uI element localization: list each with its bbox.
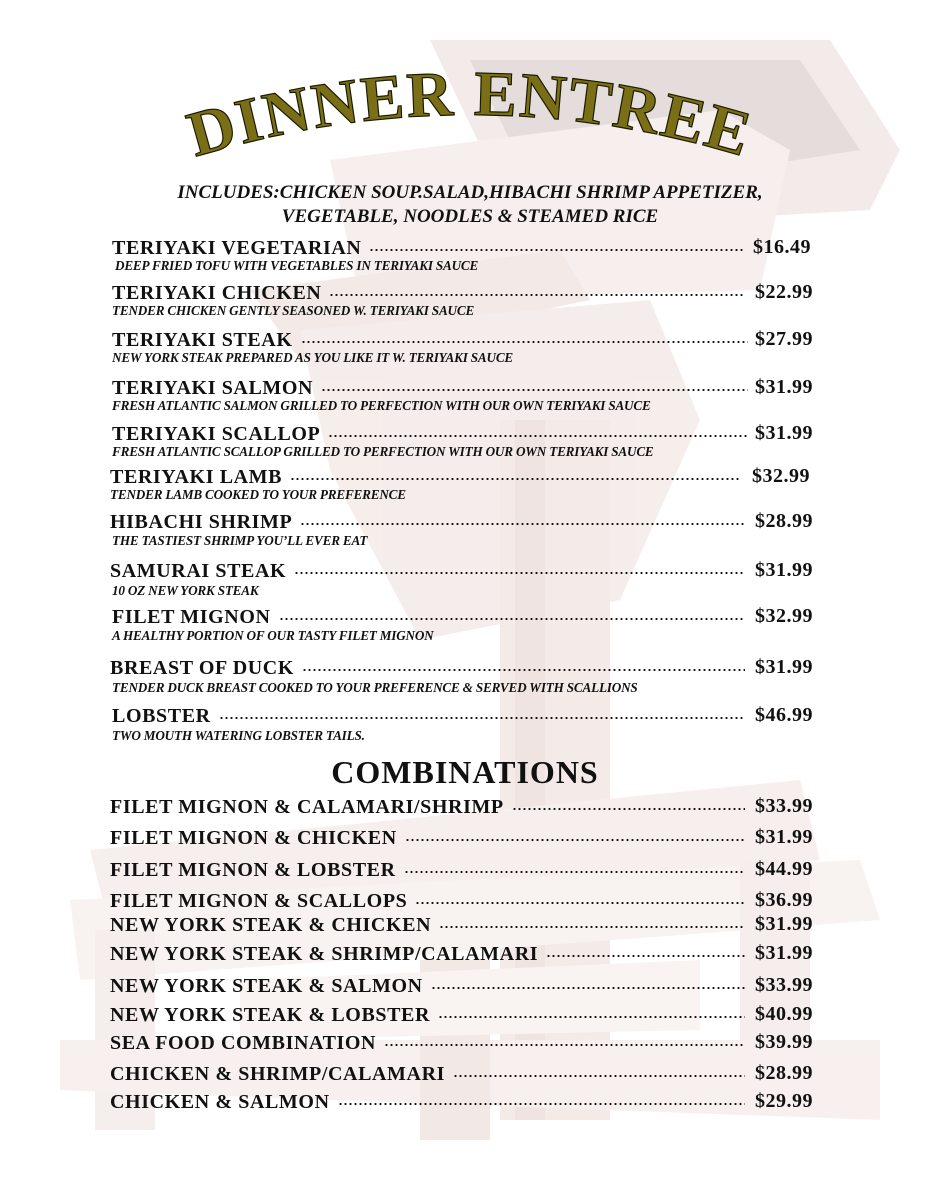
combination-item-price: $40.99 xyxy=(755,1003,813,1025)
dot-leader xyxy=(453,1075,745,1077)
combination-item-price: $33.99 xyxy=(755,974,813,996)
entree-item-description: A HEALTHY PORTION OF OUR TASTY FILET MIGNON xyxy=(112,628,434,643)
combination-item-price: $31.99 xyxy=(755,913,813,935)
includes-line-1: INCLUDES:CHICKEN SOUP.SALAD,HIBACHI SHRIMP APPETIZER, xyxy=(177,182,763,203)
dot-leader xyxy=(415,902,745,904)
includes-line-2: VEGETABLE, NOODLES & STEAMED RICE xyxy=(281,206,659,227)
menu-title-text: DINNER ENTREE xyxy=(179,70,761,171)
combination-item-price: $29.99 xyxy=(755,1090,813,1112)
combination-item-name: CHICKEN & SALMON xyxy=(110,1090,330,1113)
entree-item-line xyxy=(110,509,745,535)
entree-item-price: $16.49 xyxy=(753,236,811,258)
dot-leader xyxy=(279,618,745,620)
entree-item-price: $22.99 xyxy=(755,281,813,303)
combination-item-line xyxy=(110,825,745,851)
combination-item-price: $31.99 xyxy=(755,942,813,964)
combination-item-line xyxy=(110,888,745,914)
combination-item-price: $28.99 xyxy=(755,1062,813,1084)
entree-item-name: TERIYAKI CHICKEN xyxy=(112,281,322,304)
combination-item-line xyxy=(110,973,745,999)
dot-leader xyxy=(300,523,745,525)
dot-leader xyxy=(405,839,745,841)
combination-item-name: NEW YORK STEAK & SHRIMP/CALAMARI xyxy=(110,942,539,965)
dot-leader xyxy=(294,572,745,574)
entree-item-price: $32.99 xyxy=(752,465,810,487)
entree-item-price: $31.99 xyxy=(755,376,813,398)
dot-leader xyxy=(329,294,745,296)
dot-leader xyxy=(512,808,745,810)
entree-item-price: $32.99 xyxy=(755,605,813,627)
entree-item-line xyxy=(112,703,745,729)
combination-item-name: NEW YORK STEAK & LOBSTER xyxy=(110,1003,431,1026)
entree-item-description: TENDER CHICKEN GENTLY SEASONED W. TERIYAKI SAUCE xyxy=(112,303,475,318)
combination-item-name: FILET MIGNON & CALAMARI/SHRIMP xyxy=(110,795,504,818)
entree-item-description: FRESH ATLANTIC SCALLOP GRILLED TO PERFECTION WITH OUR OWN TERIYAKI SAUCE xyxy=(112,444,654,459)
dot-leader xyxy=(404,871,745,873)
dot-leader xyxy=(439,926,745,928)
entree-item-name: TERIYAKI SCALLOP xyxy=(112,422,321,445)
dot-leader xyxy=(384,1044,745,1046)
dot-leader xyxy=(369,249,745,251)
entree-item-price: $31.99 xyxy=(755,656,813,678)
combination-item-price: $36.99 xyxy=(755,889,813,911)
dot-leader xyxy=(302,669,745,671)
combination-item-name: FILET MIGNON & LOBSTER xyxy=(110,858,396,881)
entree-item-name: FILET MIGNON xyxy=(112,605,271,628)
dot-leader xyxy=(328,435,748,437)
combination-item-name: FILET MIGNON & CHICKEN xyxy=(110,826,397,849)
combination-item-line xyxy=(110,1089,745,1115)
entree-item-name: BREAST OF DUCK xyxy=(110,656,294,679)
entree-item-name: TERIYAKI SALMON xyxy=(112,376,314,399)
entree-item-name: LOBSTER xyxy=(112,704,211,727)
combination-item-line xyxy=(110,1030,745,1056)
combination-item-name: NEW YORK STEAK & SALMON xyxy=(110,974,423,997)
entree-item-price: $46.99 xyxy=(755,704,813,726)
dot-leader xyxy=(546,955,745,957)
combination-item-name: FILET MIGNON & SCALLOPS xyxy=(110,889,408,912)
entree-item-name: TERIYAKI STEAK xyxy=(112,328,293,351)
combination-item-price: $31.99 xyxy=(755,826,813,848)
combination-item-line xyxy=(110,857,745,883)
entree-item-description: TENDER DUCK BREAST COOKED TO YOUR PREFERENCE & SERVED WITH SCALLIONS xyxy=(112,680,638,695)
menu-title xyxy=(140,70,800,190)
entree-item-name: TERIYAKI LAMB xyxy=(110,465,283,488)
entree-item-name: TERIYAKI VEGETARIAN xyxy=(112,236,362,259)
combination-item-price: $33.99 xyxy=(755,795,813,817)
dot-leader xyxy=(338,1103,745,1105)
dot-leader xyxy=(301,341,749,343)
entree-item-price: $27.99 xyxy=(755,328,813,350)
entree-item-line xyxy=(112,604,745,630)
dot-leader xyxy=(219,717,745,719)
combination-item-price: $39.99 xyxy=(755,1031,813,1053)
entree-item-price: $31.99 xyxy=(755,422,813,444)
entree-item-description: TENDER LAMB COOKED TO YOUR PREFERENCE xyxy=(110,487,406,502)
dot-leader xyxy=(431,987,745,989)
combination-item-line xyxy=(110,1002,745,1028)
entree-item-description: 10 OZ NEW YORK STEAK xyxy=(112,583,259,598)
combination-item-line xyxy=(110,941,745,967)
combinations-heading: COMBINATIONS xyxy=(331,754,599,790)
entree-item-name: HIBACHI SHRIMP xyxy=(110,510,293,533)
combination-item-name: SEA FOOD COMBINATION xyxy=(110,1031,377,1054)
entree-item-line xyxy=(110,558,745,584)
entree-item-line xyxy=(110,655,745,681)
entree-item-description: DEEP FRIED TOFU WITH VEGETABLES IN TERIYAKI SAUCE xyxy=(115,258,479,273)
dot-leader xyxy=(321,389,748,391)
dot-leader xyxy=(290,478,740,480)
combination-item-price: $44.99 xyxy=(755,858,813,880)
entree-item-name: SAMURAI STEAK xyxy=(110,559,287,582)
combination-item-line xyxy=(110,794,745,820)
combination-item-name: NEW YORK STEAK & CHICKEN xyxy=(110,913,432,936)
entree-item-price: $28.99 xyxy=(755,510,813,532)
dot-leader xyxy=(438,1016,745,1018)
combination-item-name: CHICKEN & SHRIMP/CALAMARI xyxy=(110,1062,445,1085)
combination-item-line xyxy=(110,912,745,938)
combination-item-line xyxy=(110,1061,745,1087)
entree-item-price: $31.99 xyxy=(755,559,813,581)
entree-item-description: TWO MOUTH WATERING LOBSTER TAILS. xyxy=(112,728,365,743)
entree-item-description: FRESH ATLANTIC SALMON GRILLED TO PERFECTION WITH OUR OWN TERIYAKI SAUCE xyxy=(112,398,651,413)
entree-item-description: THE TASTIEST SHRIMP YOU’LL EVER EAT xyxy=(112,533,368,548)
entree-item-description: NEW YORK STEAK PREPARED AS YOU LIKE IT W. TERIYAKI SAUCE xyxy=(112,350,514,365)
